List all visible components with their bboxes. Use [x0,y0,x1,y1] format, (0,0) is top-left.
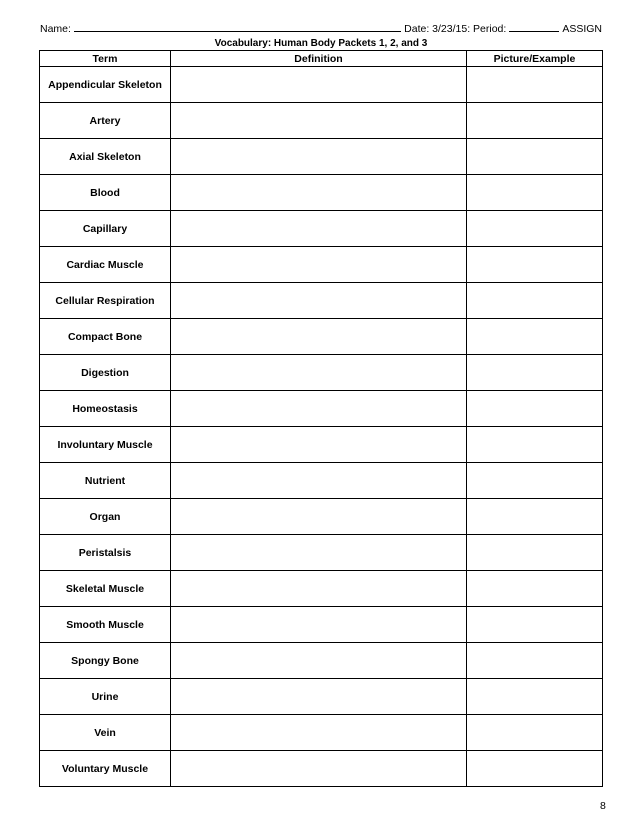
assign-label: ASSIGN [562,23,602,35]
picture-example-cell[interactable] [467,571,603,607]
table-row [40,67,603,103]
table-row [40,175,603,211]
definition-cell[interactable] [171,463,467,499]
picture-example-cell[interactable] [467,427,603,463]
picture-example-cell[interactable] [467,67,603,103]
table-header-row [40,51,603,67]
definition-cell[interactable] [171,139,467,175]
term-cell: Cellular Respiration [40,283,171,319]
term-cell: Homeostasis [40,391,171,427]
table-row [40,139,603,175]
table-row [40,211,603,247]
term-cell: Compact Bone [40,319,171,355]
definition-cell[interactable] [171,679,467,715]
definition-cell[interactable] [171,427,467,463]
table-row [40,679,603,715]
table-row [40,391,603,427]
table-row [40,319,603,355]
worksheet-title: Vocabulary: Human Body Packets 1, 2, and 3 [214,38,428,49]
term-cell: Spongy Bone [40,643,171,679]
term-cell: Involuntary Muscle [40,427,171,463]
definition-cell[interactable] [171,175,467,211]
picture-example-cell[interactable] [467,139,603,175]
picture-example-cell[interactable] [467,679,603,715]
table-row [40,499,603,535]
picture-example-cell[interactable] [467,175,603,211]
worksheet-header [40,22,602,35]
picture-example-cell[interactable] [467,751,603,787]
term-cell: Skeletal Muscle [40,571,171,607]
picture-example-cell[interactable] [467,643,603,679]
definition-cell[interactable] [171,247,467,283]
table-row [40,643,603,679]
table-row [40,427,603,463]
picture-example-cell[interactable] [467,715,603,751]
picture-example-cell[interactable] [467,247,603,283]
definition-cell[interactable] [171,571,467,607]
term-cell: Capillary [40,211,171,247]
term-cell: Smooth Muscle [40,607,171,643]
definition-cell[interactable] [171,391,467,427]
term-cell: Urine [40,679,171,715]
definition-cell[interactable] [171,499,467,535]
picture-example-cell[interactable] [467,535,603,571]
term-cell: Appendicular Skeleton [40,67,171,103]
term-cell: Blood [40,175,171,211]
date-period-label: Date: 3/23/15: Period: [404,23,507,35]
definition-cell[interactable] [171,715,467,751]
term-cell: Artery [40,103,171,139]
table-row [40,283,603,319]
definition-cell[interactable] [171,319,467,355]
column-header-definition: Definition [171,51,467,67]
definition-cell[interactable] [171,103,467,139]
term-cell: Peristalsis [40,535,171,571]
picture-example-cell[interactable] [467,391,603,427]
term-cell: Organ [40,499,171,535]
definition-cell[interactable] [171,355,467,391]
table-row [40,103,603,139]
page-number: 8 [600,800,606,812]
period-field[interactable] [509,22,559,32]
picture-example-cell[interactable] [467,103,603,139]
term-cell: Digestion [40,355,171,391]
name-label: Name: [40,23,71,35]
table-row [40,751,603,787]
definition-cell[interactable] [171,643,467,679]
picture-example-cell[interactable] [467,607,603,643]
table-row [40,607,603,643]
column-header-picture: Picture/Example [467,51,603,67]
picture-example-cell[interactable] [467,319,603,355]
term-cell: Cardiac Muscle [40,247,171,283]
table-row [40,463,603,499]
picture-example-cell[interactable] [467,355,603,391]
table-row [40,715,603,751]
definition-cell[interactable] [171,283,467,319]
picture-example-cell[interactable] [467,211,603,247]
vocabulary-table [39,50,603,787]
definition-cell[interactable] [171,607,467,643]
definition-cell[interactable] [171,535,467,571]
term-cell: Nutrient [40,463,171,499]
definition-cell[interactable] [171,751,467,787]
table-row [40,355,603,391]
term-cell: Voluntary Muscle [40,751,171,787]
picture-example-cell[interactable] [467,499,603,535]
term-cell: Vein [40,715,171,751]
definition-cell[interactable] [171,67,467,103]
picture-example-cell[interactable] [467,463,603,499]
table-row [40,571,603,607]
table-row [40,535,603,571]
picture-example-cell[interactable] [467,283,603,319]
table-row [40,247,603,283]
column-header-term: Term [40,51,171,67]
name-field[interactable] [74,22,401,32]
definition-cell[interactable] [171,211,467,247]
term-cell: Axial Skeleton [40,139,171,175]
